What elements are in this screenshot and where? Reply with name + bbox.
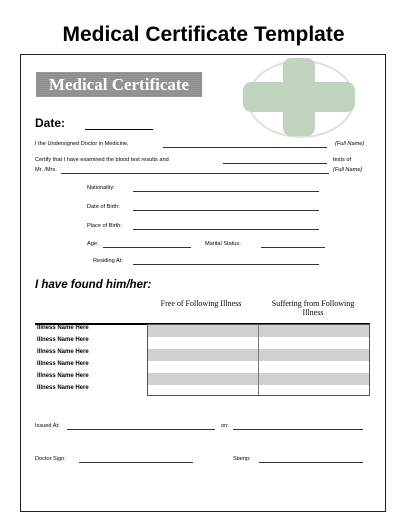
- issued-at-label: Issued At:: [35, 423, 60, 429]
- date-label: Date:: [35, 116, 66, 130]
- illness-name: Illness Name Here: [37, 325, 89, 331]
- mr-mrs-label: Mr. /Mrs.: [35, 167, 57, 173]
- illness-name: Illness Name Here: [37, 337, 89, 343]
- marital-status-field[interactable]: [261, 247, 325, 248]
- found-heading: I have found him/her:: [35, 279, 152, 291]
- tests-of-text: tests of: [333, 157, 352, 163]
- table-row[interactable]: [148, 361, 369, 373]
- nationality-field[interactable]: [133, 191, 319, 192]
- stamp-field[interactable]: [259, 462, 363, 463]
- age-field[interactable]: [103, 247, 191, 248]
- issued-on-field[interactable]: [233, 429, 363, 430]
- full-name-hint: (Full Name): [335, 141, 365, 147]
- pob-label: Place of Birth:: [87, 223, 122, 229]
- table-row[interactable]: [148, 325, 369, 337]
- illness-name: Illness Name Here: [37, 349, 89, 355]
- full-name-hint: (Full Name): [333, 167, 363, 173]
- on-label: on:: [221, 423, 229, 429]
- illness-name: Illness Name Here: [37, 385, 89, 391]
- test-type-field[interactable]: [223, 163, 327, 164]
- doctor-sign-field[interactable]: [79, 462, 193, 463]
- doctor-sign-label: Doctor Sign:: [35, 456, 66, 462]
- suffering-column-header: Suffering from Following Illness: [271, 299, 355, 317]
- undersigned-text: I the Undersigned Doctor in Medicine,: [35, 141, 129, 147]
- illness-name: Illness Name Here: [37, 361, 89, 367]
- medical-cross-icon: [239, 58, 359, 136]
- pob-field[interactable]: [133, 229, 319, 230]
- table-row[interactable]: [148, 373, 369, 385]
- age-label: Age:: [87, 241, 99, 247]
- certify-text: Certify that I have examined the blood test results and: [35, 157, 169, 163]
- certificate-frame: [20, 54, 386, 512]
- marital-status-label: Marital Status:: [205, 241, 241, 247]
- residing-label: Residing At:: [93, 258, 123, 264]
- page-title: Medical Certificate Template: [62, 23, 345, 46]
- illness-table: [147, 324, 370, 396]
- nationality-label: Nationality:: [87, 185, 115, 191]
- free-column-header: Free of Following Illness: [160, 299, 242, 308]
- patient-name-field[interactable]: [61, 173, 329, 174]
- illness-name: Illness Name Here: [37, 373, 89, 379]
- doctor-name-field[interactable]: [163, 147, 327, 148]
- residing-field[interactable]: [133, 264, 319, 265]
- date-field[interactable]: [85, 129, 153, 130]
- stamp-label: Stamp:: [233, 456, 251, 462]
- dob-field[interactable]: [133, 210, 319, 211]
- certificate-banner: Medical Certificate: [36, 72, 202, 97]
- issued-at-field[interactable]: [67, 429, 215, 430]
- table-row[interactable]: [148, 349, 369, 361]
- table-row[interactable]: [148, 337, 369, 349]
- dob-label: Date of Birth:: [87, 204, 120, 210]
- table-row[interactable]: [148, 385, 369, 397]
